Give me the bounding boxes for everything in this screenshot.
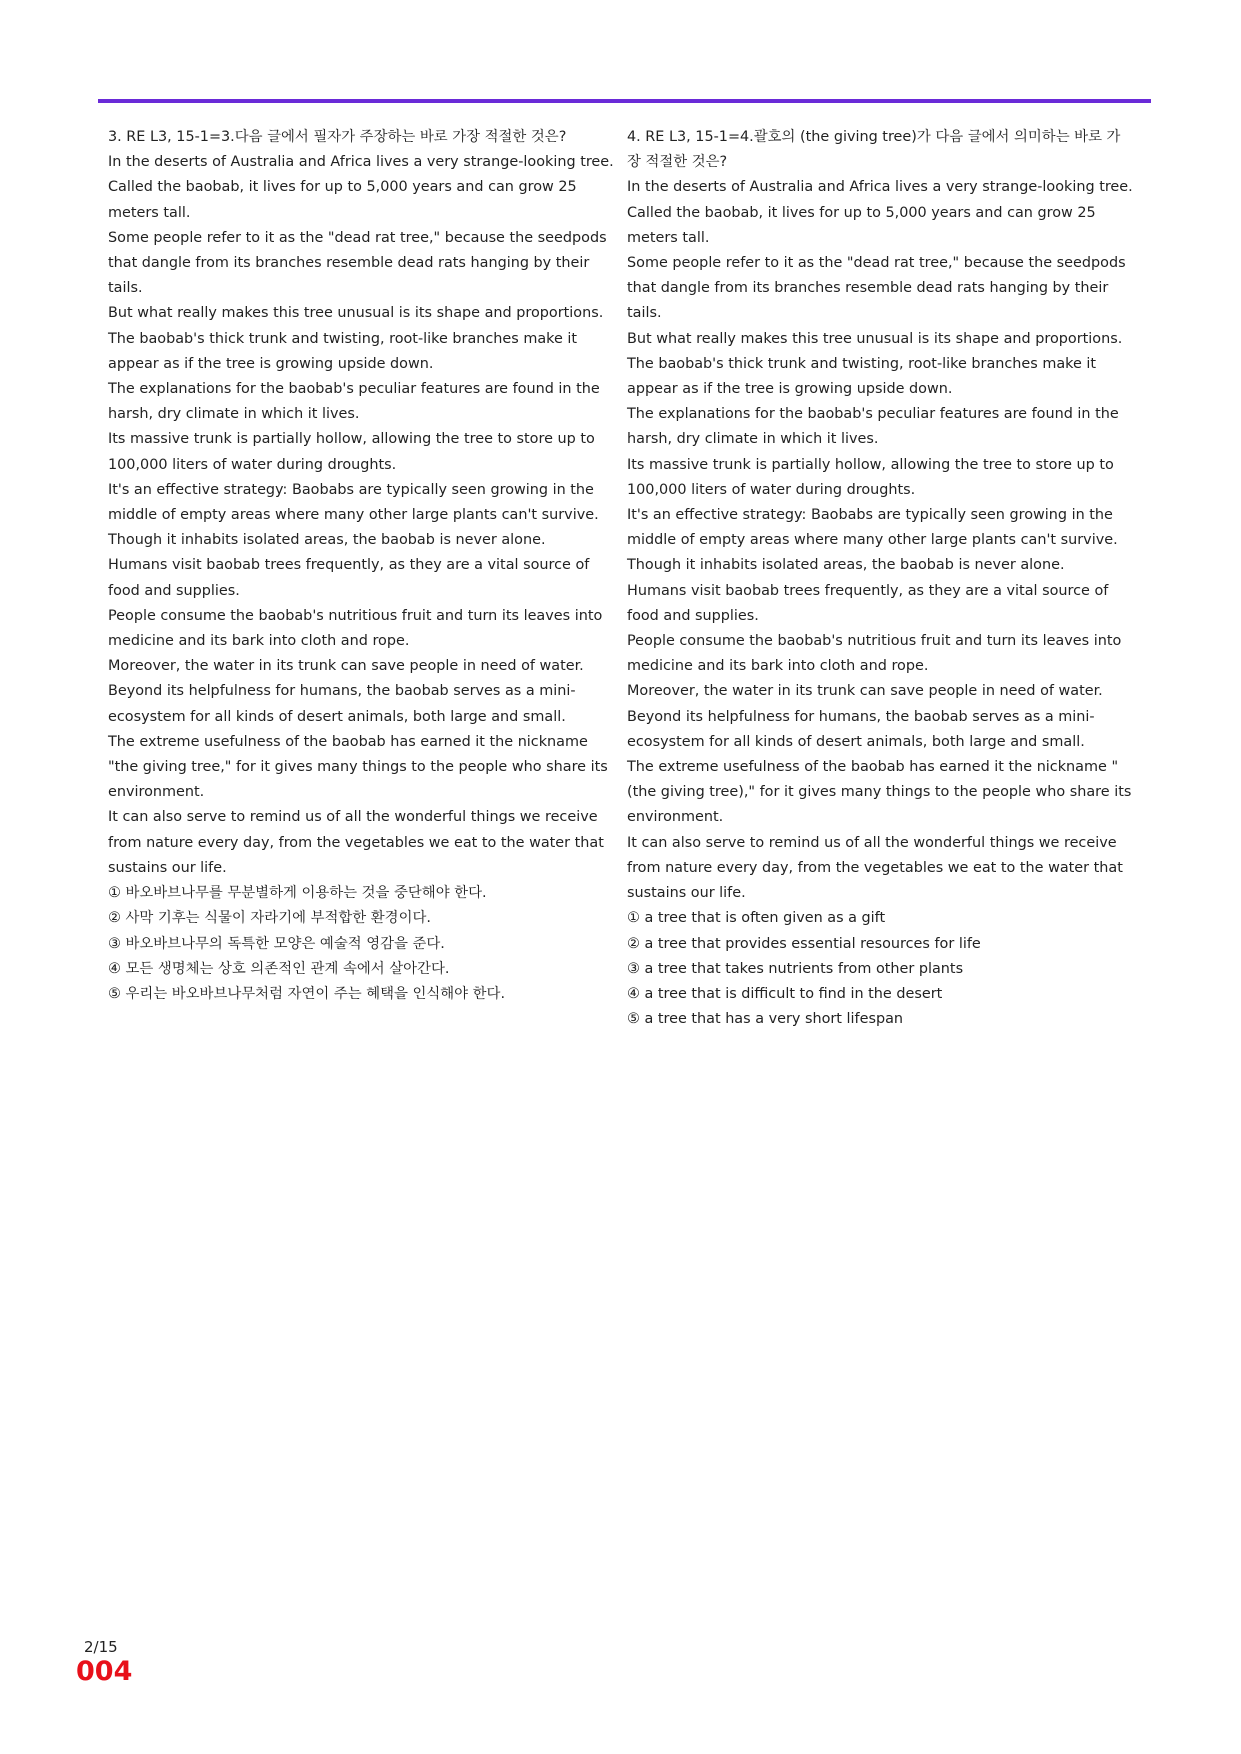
passage-sentence: Humans visit baobab trees frequently, as they are a vital source of food and supplies. [108, 557, 590, 599]
passage-sentence: The explanations for the baobab's peculiar features are found in the harsh, dry climate in which it lives. [108, 381, 600, 423]
passage-sentence: In the deserts of Australia and Africa lives a very strange-looking tree. [627, 179, 1133, 196]
question-3-choices [108, 881, 614, 1007]
answer-choice-5[interactable]: ⑤ 우리는 바오바브나무처럼 자연이 주는 혜택을 인식해야 한다. [108, 985, 506, 1002]
passage-sentence: People consume the baobab's nutritious fruit and turn its leaves into medicine and its bark into cloth and rope. [108, 607, 603, 650]
passage-sentence: Called the baobab, it lives for up to 5,000 years and can grow 25 meters tall. [108, 179, 577, 221]
answer-choice-5[interactable]: ⑤ a tree that has a very short lifespan [627, 1011, 904, 1028]
question-3 [108, 125, 614, 1007]
passage-sentence: In the deserts of Australia and Africa lives a very strange-looking tree. [108, 154, 614, 171]
question-4 [627, 125, 1133, 1032]
passage-sentence: The baobab's thick trunk and twisting, root-like branches make it appear as if the tree is growing upside down. [627, 355, 1097, 398]
answer-choice-2[interactable]: ② 사막 기후는 식물이 자라기에 부적합한 환경이다. [108, 910, 431, 927]
answer-choice-4[interactable]: ④ 모든 생명체는 상호 의존적인 관계 속에서 살아간다. [108, 960, 450, 977]
passage-sentence: Beyond its helpfulness for humans, the baobab serves as a mini-ecosystem for all kinds of desert animals, both large and small. [627, 708, 1095, 750]
passage-sentence: Moreover, the water in its trunk can save people in need of water. [627, 683, 1103, 700]
question-3-passage [108, 150, 614, 881]
passage-sentence: Though it inhabits isolated areas, the baobab is never alone. [108, 532, 546, 549]
answer-choice-3[interactable]: ③ a tree that takes nutrients from other plants [627, 960, 964, 977]
passage-sentence: People consume the baobab's nutritious fruit and turn its leaves into medicine and its bark into cloth and rope. [627, 633, 1122, 675]
answer-choice-4[interactable]: ④ a tree that is difficult to find in the desert [627, 985, 943, 1002]
page-number: 2/15 [84, 1638, 118, 1656]
passage-sentence: But what really makes this tree unusual is its shape and proportions. [108, 305, 604, 322]
answer-choice-1[interactable]: ① 바오바브나무를 무분별하게 이용하는 것을 중단해야 한다. [108, 885, 487, 902]
passage-sentence: It's an effective strategy: Baobabs are typically seen growing in the middle of empty areas where many other large plants can't survive. [627, 507, 1118, 549]
passage-sentence: Its massive trunk is partially hollow, allowing the tree to store up to 100,000 liters of water during droughts. [108, 431, 595, 473]
passage-sentence: Moreover, the water in its trunk can save people in need of water. [108, 658, 584, 675]
answer-choice-3[interactable]: ③ 바오바브나무의 독특한 모양은 예술적 영감을 준다. [108, 935, 445, 952]
document-code: 004 [76, 1656, 133, 1687]
question-3-prompt: 3. RE L3, 15-1=3.다음 글에서 필자가 주장하는 바로 가장 적절한 것은? [108, 129, 567, 145]
passage-sentence: It can also serve to remind us of all the wonderful things we receive from nature every day, from the vegetables we eat to the water that sustains our life. [627, 834, 1123, 902]
passage-sentence: Some people refer to it as the "dead rat tree," because the seedpods that dangle from its branches resemble dead rats hanging by their tails. [627, 255, 1126, 322]
passage-sentence: Called the baobab, it lives for up to 5,000 years and can grow 25 meters tall. [627, 204, 1096, 246]
passage-sentence: Its massive trunk is partially hollow, allowing the tree to store up to 100,000 liters of water during droughts. [627, 456, 1114, 498]
answer-choice-1[interactable]: ① a tree that is often given as a gift [627, 910, 886, 927]
question-4-choices [627, 906, 1133, 1032]
passage-sentence: Humans visit baobab trees frequently, as they are a vital source of food and supplies. [627, 582, 1109, 624]
passage-sentence: The extreme usefulness of the baobab has earned it the nickname "the giving tree," for it gives many things to the people who share its environment. [108, 733, 608, 801]
passage-sentence: It can also serve to remind us of all the wonderful things we receive from nature every day, from the vegetables we eat to the water that sustains our life. [108, 809, 604, 876]
question-4-prompt: 4. RE L3, 15-1=4.괄호의 (the giving tree)가 다음 글에서 의미하는 바로 가장 적절한 것은? [627, 129, 1121, 171]
answer-choice-2[interactable]: ② a tree that provides essential resources for life [627, 935, 981, 952]
header-rule [98, 99, 1151, 103]
passage-sentence: But what really makes this tree unusual is its shape and proportions. [627, 330, 1123, 347]
passage-sentence: Though it inhabits isolated areas, the baobab is never alone. [627, 557, 1065, 574]
passage-sentence: The baobab's thick trunk and twisting, root-like branches make it appear as if the tree is growing upside down. [108, 330, 578, 372]
passage-sentence: Beyond its helpfulness for humans, the baobab serves as a mini-ecosystem for all kinds of desert animals, both large and small. [108, 683, 576, 725]
passage-sentence: It's an effective strategy: Baobabs are typically seen growing in the middle of empty areas where many other large plants can't survive. [108, 481, 599, 524]
passage-sentence: Some people refer to it as the "dead rat tree," because the seedpods that dangle from its branches resemble dead rats hanging by their tails. [108, 229, 607, 297]
question-4-passage [627, 175, 1133, 906]
passage-sentence: The explanations for the baobab's peculiar features are found in the harsh, dry climate in which it lives. [627, 406, 1119, 448]
passage-sentence: The extreme usefulness of the baobab has earned it the nickname "(the giving tree)," for it gives many things to the people who share its environment. [627, 759, 1132, 826]
